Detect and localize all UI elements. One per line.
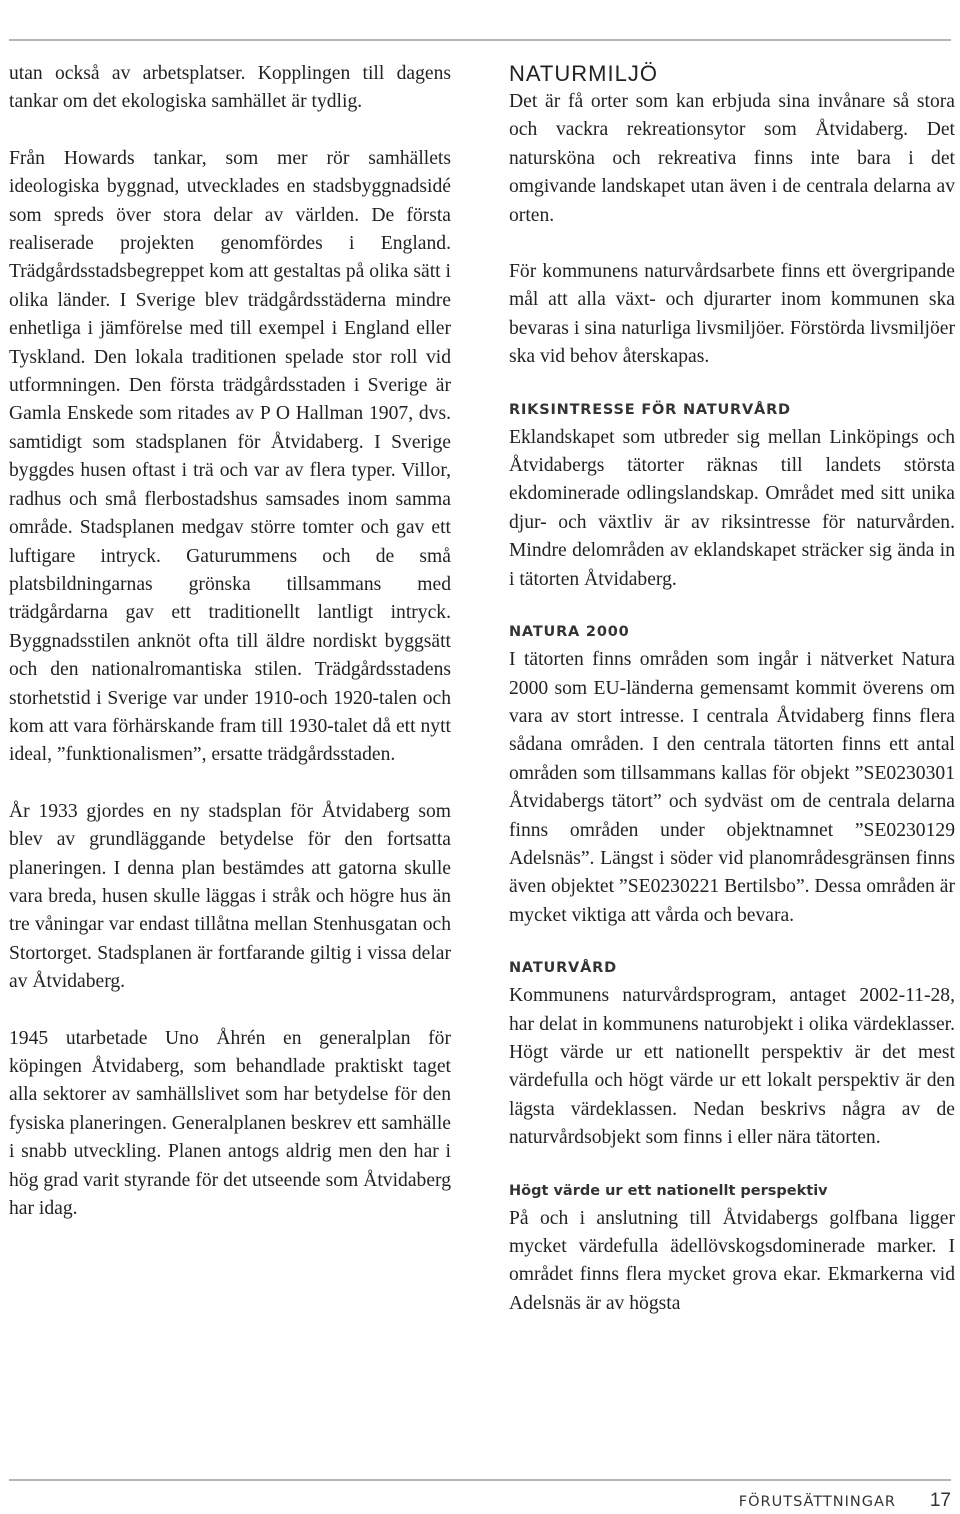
section-heading-naturmiljo: NATURMILJÖ xyxy=(509,61,658,86)
paragraph-gap xyxy=(509,230,955,258)
paragraph-gap xyxy=(509,594,955,622)
left-column xyxy=(9,60,451,1223)
hogt-varde-paragraph: På och i anslutning till Åtvidabergs golfbana ligger mycket värdefulla ädellövskogsdominerade marker. I området finns flera mycket grova ekar. Ekmarkerna vid Adelsnäs är av högsta xyxy=(509,1207,955,1314)
page-number: 17 xyxy=(929,1490,951,1511)
paragraph-gap xyxy=(509,930,955,958)
left-paragraph-4: 1945 utarbetade Uno Åhrén en generalplan för köpingen Åtvidaberg, som behandlade praktiskt taget alla sektorer av samhällslivet som har betydelse för den fysiska planeringen. Generalplanen beskrev ett samhälle i snabb utveckling. Planen antogs aldrig men den har i hög grad varit styrande för det utseende som Åtvidaberg har idag. xyxy=(9,1027,451,1220)
top-rule xyxy=(9,39,951,41)
paragraph-gap xyxy=(9,117,451,145)
left-paragraph-1: utan också av arbetsplatser. Kopplingen till dagens tankar om det ekologiska samhället är tydlig. xyxy=(9,63,451,113)
footer-section-label: FÖRUTSÄTTNINGAR xyxy=(738,1494,896,1510)
subheading-riksintresse: RIKSINTRESSE FÖR NATURVÅRD xyxy=(509,401,791,418)
paragraph-gap xyxy=(9,770,451,798)
right-paragraph-1: Det är få orter som kan erbjuda sina invånare så stora och vackra rekreationsytor som Åtvidaberg. Det natursköna och rekreativa finns inte bara i det omgivande landskapet utan även i de centrala delarna av orten. xyxy=(509,91,955,226)
paragraph-gap xyxy=(9,997,451,1025)
subheading-naturvard: NATURVÅRD xyxy=(509,960,617,977)
subheading-hogt-varde: Högt värde ur ett nationellt perspektiv xyxy=(509,1182,828,1199)
subheading-natura-2000: NATURA 2000 xyxy=(509,624,630,641)
bottom-rule xyxy=(9,1479,951,1481)
riksintresse-paragraph: Eklandskapet som utbreder sig mellan Linköpings och Åtvidabergs tätorter räknas till landets största ekdominerade odlingslandskap. Området med sitt unika djur- och växtliv är av riksintresse för naturvården. Mindre delområden av eklandskapet sträcker sig ända in i tätorten Åtvidaberg. xyxy=(509,426,955,590)
left-paragraph-2: Från Howards tankar, som mer rör samhällets ideologiska byggnad, utvecklades en stadsbyggnadsidé som spreds över stora delar av världen. De första realiserade projekten genomfördes i England. Trädgårdsstadsbegreppet kom att gestaltas på olika sätt i olika länder. I Sverige blev trädgårdsstäderna mindre enhetliga i jämförelse med till exempel i England eller Tyskland. Den lokala traditionen spelade stor roll vid utformningen. Den första trädgårdsstaden i Sverige är Gamla Enskede som ritades av P O Hallman 1907, dvs. samtidigt som stadsplanen för Åtvidaberg. I Sverige byggdes husen oftast i trä och var av flera typer. Villor, radhus och små flerbostadshus samsades inom samma område. Stadsplanen medgav större tomter och gav ett luftigare intryck. Gaturummens och de små platsbildningarnas grönska tillsammans med trädgårdarna gav ett traditionellt lantligt intryck. Byggnadsstilen anknöt ofta till äldre nordiskt byggsätt och den nationalromantiska stilen. Trädgårdsstadens storhetstid i Sverige var under 1910-och 1920-talen och kom att vara förhärskande fram till 1930-talet då ett nytt ideal, ”funktionalismen”, ersatte trädgårdsstaden. xyxy=(9,147,451,766)
natura-2000-paragraph: I tätorten finns områden som ingår i nätverket Natura 2000 som EU-länderna gemensamt kommit överens om vara av stort intresse. I centrala Åtvidaberg finns flera sådana områden. I den centrala tätorten finns ett antal områden som tillsammans kallas för objekt ”SE0230301 Åtvidabergs tätort” och sydväst om de centrala delarna finns områden under objektnamnet ”SE0230129 Adelsnäs”. Längst i söder vid planområdesgränsen finns även objektet ”SE0230221 Bertilsbo”. Dessa områden är mycket viktiga att vårda och bevara. xyxy=(509,649,955,926)
paragraph-gap xyxy=(509,372,955,400)
naturvard-paragraph: Kommunens naturvårdsprogram, antaget 2002-11-28, har delat in kommunens naturobjekt i olika värdeklasser. Högt värde ur ett nationellt perspektiv är det mest värdefulla och högt värde ur ett lokalt perspektiv är den lägsta värdeklassen. Nedan beskrivs några av de naturvårdsobjekt som finns i eller nära tätorten. xyxy=(509,985,955,1149)
right-column xyxy=(509,60,955,1318)
right-paragraph-2: För kommunens naturvårdsarbete finns ett övergripande mål att alla växt- och djurarter inom kommunen ska bevaras i sina naturliga livsmiljöer. Förstörda livsmiljöer ska vid behov återskapas. xyxy=(509,261,955,368)
paragraph-gap xyxy=(509,1153,955,1181)
left-paragraph-3: År 1933 gjordes en ny stadsplan för Åtvidaberg som blev av grundläggande betydelse för den fortsatta planeringen. I denna plan bestämdes att gatorna skulle vara breda, husen skulle läggas i stråk och högre hus än tre våningar var endast tillåtna mellan Stenhusgatan och Stortorget. Stadsplanen är fortfarande giltig i vissa delar av Åtvidaberg. xyxy=(9,800,451,993)
